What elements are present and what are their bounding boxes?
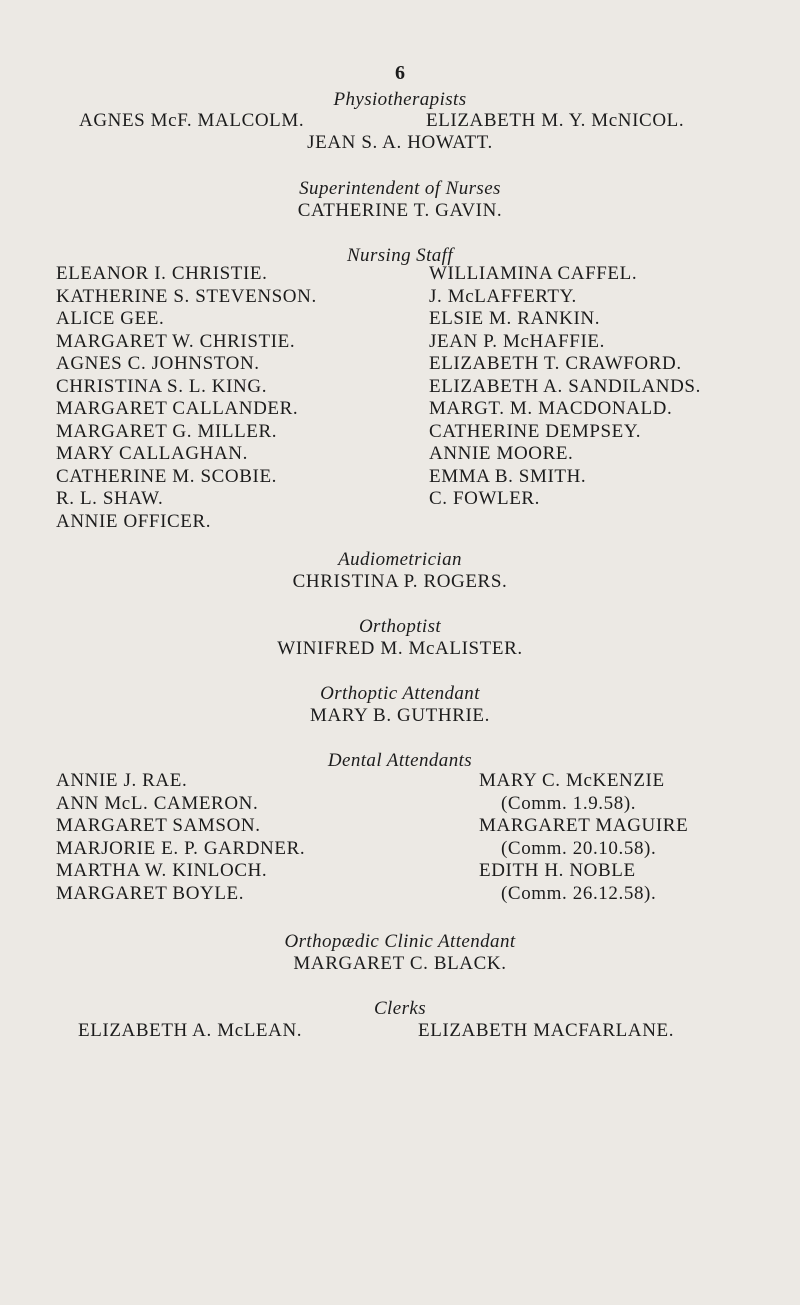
list-item: ELIZABETH A. SANDILANDS. (429, 375, 701, 397)
orthopaedic-attendant-name: MARGARET C. BLACK. (293, 953, 507, 974)
dental-attendants-left-list (56, 770, 305, 905)
nursing-staff-left-list (56, 263, 317, 533)
dental-attendants-heading: Dental Attendants (327, 750, 473, 771)
clerk-name: ELIZABETH MACFARLANE. (418, 1020, 675, 1041)
list-item: ANNIE MOORE. (429, 443, 574, 464)
orthoptist-heading: Orthoptist (358, 616, 442, 637)
physiotherapist-name: JEAN S. A. HOWATT. (307, 132, 493, 153)
list-item: AGNES C. JOHNSTON. (56, 353, 260, 374)
list-item: MARJORIE E. P. GARDNER. (56, 837, 306, 859)
list-item: ELSIE M. RANKIN. (429, 308, 601, 329)
orthoptic-attendant-heading: Orthoptic Attendant (320, 683, 480, 704)
orthoptist-name: WINIFRED M. McALISTER. (277, 638, 523, 659)
list-item: C. FOWLER. (429, 488, 541, 509)
list-item: ANNIE J. RAE. (56, 770, 188, 791)
audiometrician-name: CHRISTINA P. ROGERS. (292, 571, 508, 592)
physiotherapists-heading: Physiotherapists (333, 89, 467, 110)
page-number: 6 (395, 62, 405, 84)
orthopaedic-attendant-heading: Orthopædic Clinic Attendant (284, 931, 516, 952)
nursing-staff-right-list (429, 263, 701, 511)
list-item: R. L. SHAW. (56, 488, 164, 509)
list-item: MARGARET MAGUIRE (479, 815, 689, 836)
list-item: ELIZABETH T. CRAWFORD. (429, 353, 682, 374)
list-item: MARGARET BOYLE. (56, 882, 245, 904)
list-item: (Comm. 1.9.58). (501, 792, 637, 814)
list-item: MARY C. McKENZIE (479, 770, 665, 791)
list-item: (Comm. 20.10.58). (501, 837, 657, 859)
list-item: ELEANOR I. CHRISTIE. (56, 263, 268, 284)
list-item: KATHERINE S. STEVENSON. (56, 285, 317, 307)
list-item: J. McLAFFERTY. (429, 285, 577, 307)
dental-attendants-right-list (479, 770, 688, 905)
list-item: MARGARET SAMSON. (56, 815, 261, 836)
list-item: JEAN P. McHAFFIE. (429, 330, 605, 352)
list-item: EMMA B. SMITH. (429, 465, 587, 487)
list-item: MARGT. M. MACDONALD. (429, 398, 673, 419)
list-item: ANNIE OFFICER. (56, 510, 212, 532)
physiotherapist-name: ELIZABETH M. Y. McNICOL. (426, 110, 685, 131)
list-item: ANN McL. CAMERON. (56, 792, 259, 814)
nursing-staff-heading: Nursing Staff (346, 245, 454, 266)
list-item: WILLIAMINA CAFFEL. (429, 263, 638, 284)
physiotherapist-name: AGNES McF. MALCOLM. (79, 110, 305, 131)
list-item: EDITH H. NOBLE (479, 860, 636, 881)
clerks-heading: Clerks (373, 998, 426, 1019)
list-item: CATHERINE M. SCOBIE. (56, 465, 278, 487)
superintendent-heading: Superintendent of Nurses (299, 178, 501, 199)
clerk-name: ELIZABETH A. McLEAN. (78, 1020, 303, 1041)
list-item: MARGARET W. CHRISTIE. (56, 330, 296, 352)
list-item: MARTHA W. KINLOCH. (56, 860, 268, 881)
list-item: (Comm. 26.12.58). (501, 882, 657, 904)
list-item: CHRISTINA S. L. KING. (56, 375, 268, 397)
orthoptic-attendant-name: MARY B. GUTHRIE. (310, 705, 490, 726)
list-item: MARY CALLAGHAN. (56, 443, 248, 464)
list-item: CATHERINE DEMPSEY. (429, 420, 642, 442)
list-item: MARGARET G. MILLER. (56, 420, 278, 442)
list-item: ALICE GEE. (56, 308, 165, 329)
list-item: MARGARET CALLANDER. (56, 398, 299, 419)
superintendent-name: CATHERINE T. GAVIN. (297, 200, 503, 221)
audiometrician-heading: Audiometrician (338, 549, 462, 570)
